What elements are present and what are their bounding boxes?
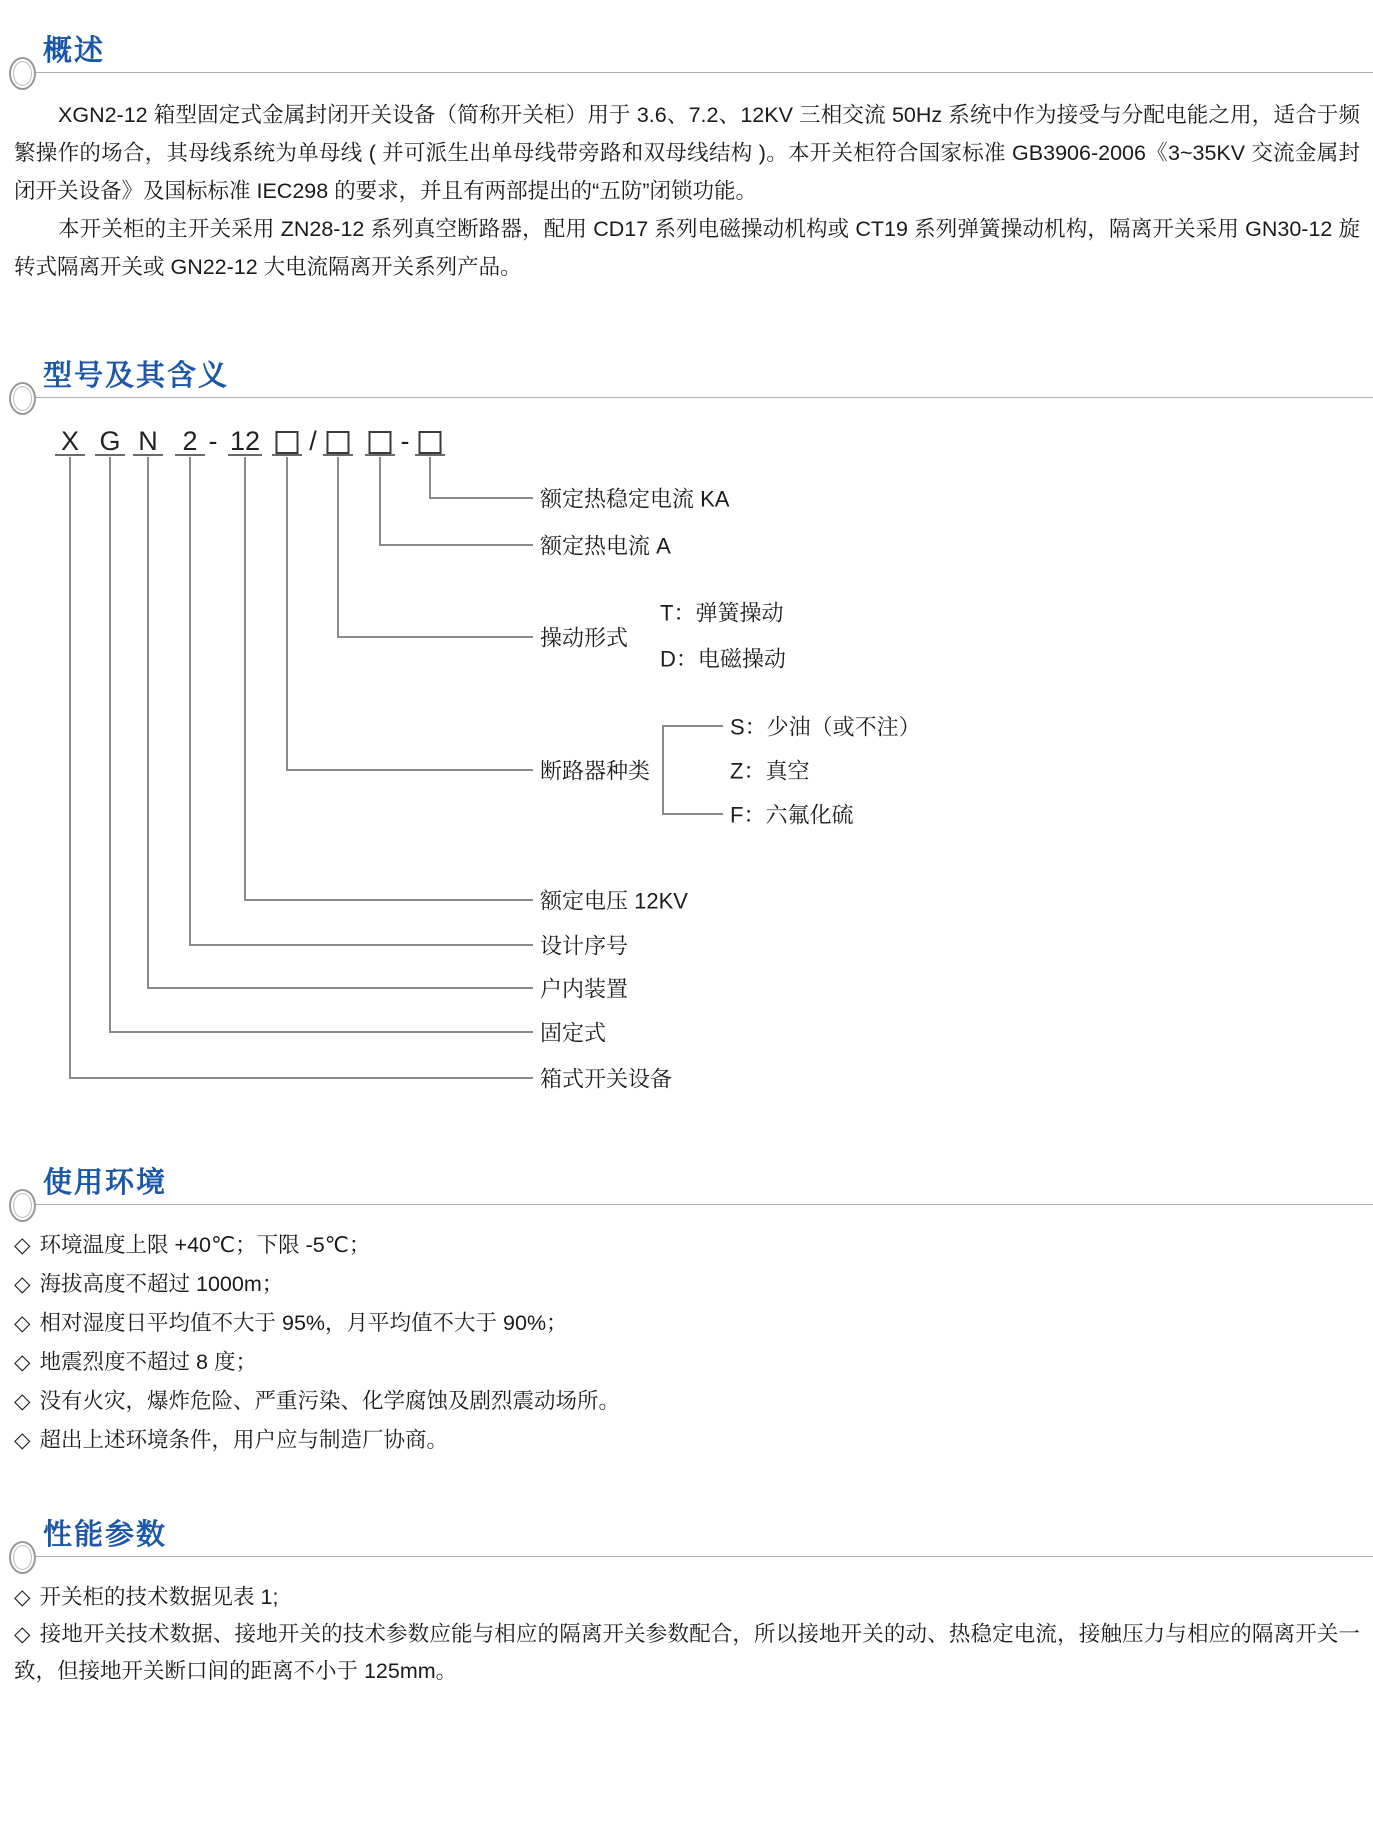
model-code-placeholder-box [419, 431, 442, 454]
performance-list [14, 1579, 1360, 1690]
diamond-bullet-icon: ◇ [14, 1350, 31, 1374]
section-title-performance: 性能参数 [43, 1519, 168, 1551]
leader-line-horizontal [287, 769, 533, 771]
overview-text [14, 96, 1360, 286]
environment-item [14, 1343, 1360, 1382]
model-code-dash: - [400, 426, 410, 456]
model-code-char-2: 2 [182, 426, 198, 456]
model-code-char-12: 12 [229, 426, 261, 456]
section-title-model: 型号及其含义 [43, 360, 230, 392]
environment-item [14, 1382, 1360, 1421]
environment-item-text: 地震烈度不超过 8 度； [39, 1350, 257, 1374]
model-code-char-x: X [60, 426, 80, 456]
performance-item-text: 接地开关技术数据、接地开关的技术参数应能与相应的隔离开关参数配合，所以接地开关的动、热稳定电流，接触压力与相应的隔离开关一致，但接地开关断口间的距离不小于 125mm。 [14, 1622, 1360, 1683]
leader-label-operation-type: 操动形式 [540, 625, 629, 651]
ring-icon [9, 382, 36, 415]
leader-line-vertical [429, 457, 431, 499]
environment-list [14, 1226, 1360, 1460]
leader-line-horizontal [70, 1077, 533, 1079]
leader-label-breaker-kind: 断路器种类 [540, 758, 651, 784]
leader-label-fixed-type: 固定式 [540, 1020, 607, 1046]
environment-item-text: 超出上述环境条件，用户应与制造厂协商。 [39, 1428, 449, 1452]
operation-option-spring: T：弹簧操动 [660, 600, 784, 626]
model-code-placeholder-box [276, 431, 299, 454]
leader-line-vertical [286, 457, 288, 771]
section-header-overview [0, 34, 1373, 104]
breaker-option-vacuum: Z：真空 [730, 758, 810, 784]
leader-label-design-series: 设计序号 [540, 933, 629, 959]
leader-label-rated-voltage: 额定电压 12KV [540, 888, 688, 914]
breaker-option-oil: S：少油（或不注） [730, 714, 921, 740]
diamond-bullet-icon: ◇ [14, 1389, 31, 1413]
code-tick [133, 454, 163, 456]
performance-item [14, 1616, 1360, 1690]
code-tick [272, 454, 302, 456]
ring-icon [9, 1541, 36, 1574]
leader-line-horizontal [190, 944, 533, 946]
leader-line-vertical [337, 457, 339, 638]
leader-line-vertical [379, 457, 381, 546]
code-tick [175, 454, 205, 456]
environment-item [14, 1304, 1360, 1343]
leader-line-horizontal [148, 987, 533, 989]
model-designation-diagram [0, 424, 1373, 1124]
model-code-dash: - [208, 426, 218, 456]
leader-line-vertical [147, 457, 149, 989]
section-title-overview: 概述 [43, 35, 106, 67]
environment-item [14, 1265, 1360, 1304]
leader-line-vertical [109, 457, 111, 1033]
model-code-placeholder-box [369, 431, 392, 454]
code-tick [228, 454, 262, 456]
leader-line-vertical [244, 457, 246, 901]
diamond-bullet-icon: ◇ [14, 1428, 31, 1452]
overview-paragraph-1: XGN2-12 箱型固定式金属封闭开关设备（简称开关柜）用于 3.6、7.2、12KV 三相交流 50Hz 系统中作为接受与分配电能之用，适合于频繁操作的场合，其母线系统为单母线 ( 并可派生出单母线带旁路和双母线结构 )。本开关柜符合国家标准 GB3906-2006《3~35KV 交流金属封闭开关设备》及国标标准 IEC298 的要求，并且有两部提出的“五防”闭锁功能。 [14, 103, 1360, 203]
code-tick [323, 454, 353, 456]
environment-item [14, 1421, 1360, 1460]
environment-item-text: 没有火灾，爆炸危险、严重污染、化学腐蚀及剧烈震动场所。 [39, 1389, 621, 1413]
section-rule [36, 72, 1373, 73]
leader-label-rated-thermal-current: 额定热电流 A [540, 533, 671, 559]
diamond-bullet-icon: ◇ [14, 1311, 31, 1335]
breaker-bracket-top [663, 725, 723, 727]
leader-line-horizontal [430, 497, 533, 499]
ring-icon [9, 1189, 36, 1222]
model-code-slash: / [309, 426, 317, 456]
leader-line-horizontal [380, 544, 533, 546]
section-rule [36, 397, 1373, 398]
leader-label-indoor-device: 户内装置 [540, 976, 629, 1002]
code-tick [95, 454, 125, 456]
model-code-char-g: G [99, 426, 121, 456]
breaker-bracket-vertical [662, 725, 664, 815]
environment-item [14, 1226, 1360, 1265]
leader-label-rated-thermal-stability-current: 额定热稳定电流 KA [540, 486, 730, 512]
model-code-char-n: N [138, 426, 158, 456]
diamond-bullet-icon: ◇ [14, 1622, 31, 1646]
code-tick [365, 454, 395, 456]
diamond-bullet-icon: ◇ [14, 1585, 31, 1609]
performance-item [14, 1579, 1360, 1616]
environment-item-text: 环境温度上限 +40℃；下限 -5℃； [39, 1233, 371, 1257]
code-tick [415, 454, 445, 456]
leader-line-vertical [189, 457, 191, 946]
breaker-option-sf6: F：六氟化硫 [730, 802, 854, 828]
breaker-bracket-bottom [663, 813, 723, 815]
overview-paragraph-2: 本开关柜的主开关采用 ZN28-12 系列真空断路器，配用 CD17 系列电磁操动机构或 CT19 系列弹簧操动机构，隔离开关采用 GN30-12 旋转式隔离开关或 GN22-12 大电流隔离开关系列产品。 [14, 217, 1360, 279]
leader-line-horizontal [338, 636, 533, 638]
environment-item-text: 海拔高度不超过 1000m； [39, 1272, 284, 1296]
diamond-bullet-icon: ◇ [14, 1233, 31, 1257]
environment-item-text: 相对湿度日平均值不大于 95%，月平均值不大于 90%； [39, 1311, 568, 1335]
ring-icon [9, 57, 36, 90]
section-header-performance [0, 1518, 1373, 1588]
section-rule [36, 1204, 1373, 1205]
diamond-bullet-icon: ◇ [14, 1272, 31, 1296]
leader-line-horizontal [245, 899, 533, 901]
section-rule [36, 1556, 1373, 1557]
leader-line-vertical [69, 457, 71, 1079]
section-title-environment: 使用环境 [43, 1167, 168, 1199]
leader-label-box-switchgear: 箱式开关设备 [540, 1066, 673, 1092]
leader-line-horizontal [110, 1031, 533, 1033]
code-tick [55, 454, 85, 456]
model-code-placeholder-box [327, 431, 350, 454]
section-header-model [0, 359, 1373, 429]
performance-item-text: 开关柜的技术数据见表 1; [39, 1585, 279, 1609]
operation-option-electromagnetic: D：电磁操动 [660, 646, 786, 672]
